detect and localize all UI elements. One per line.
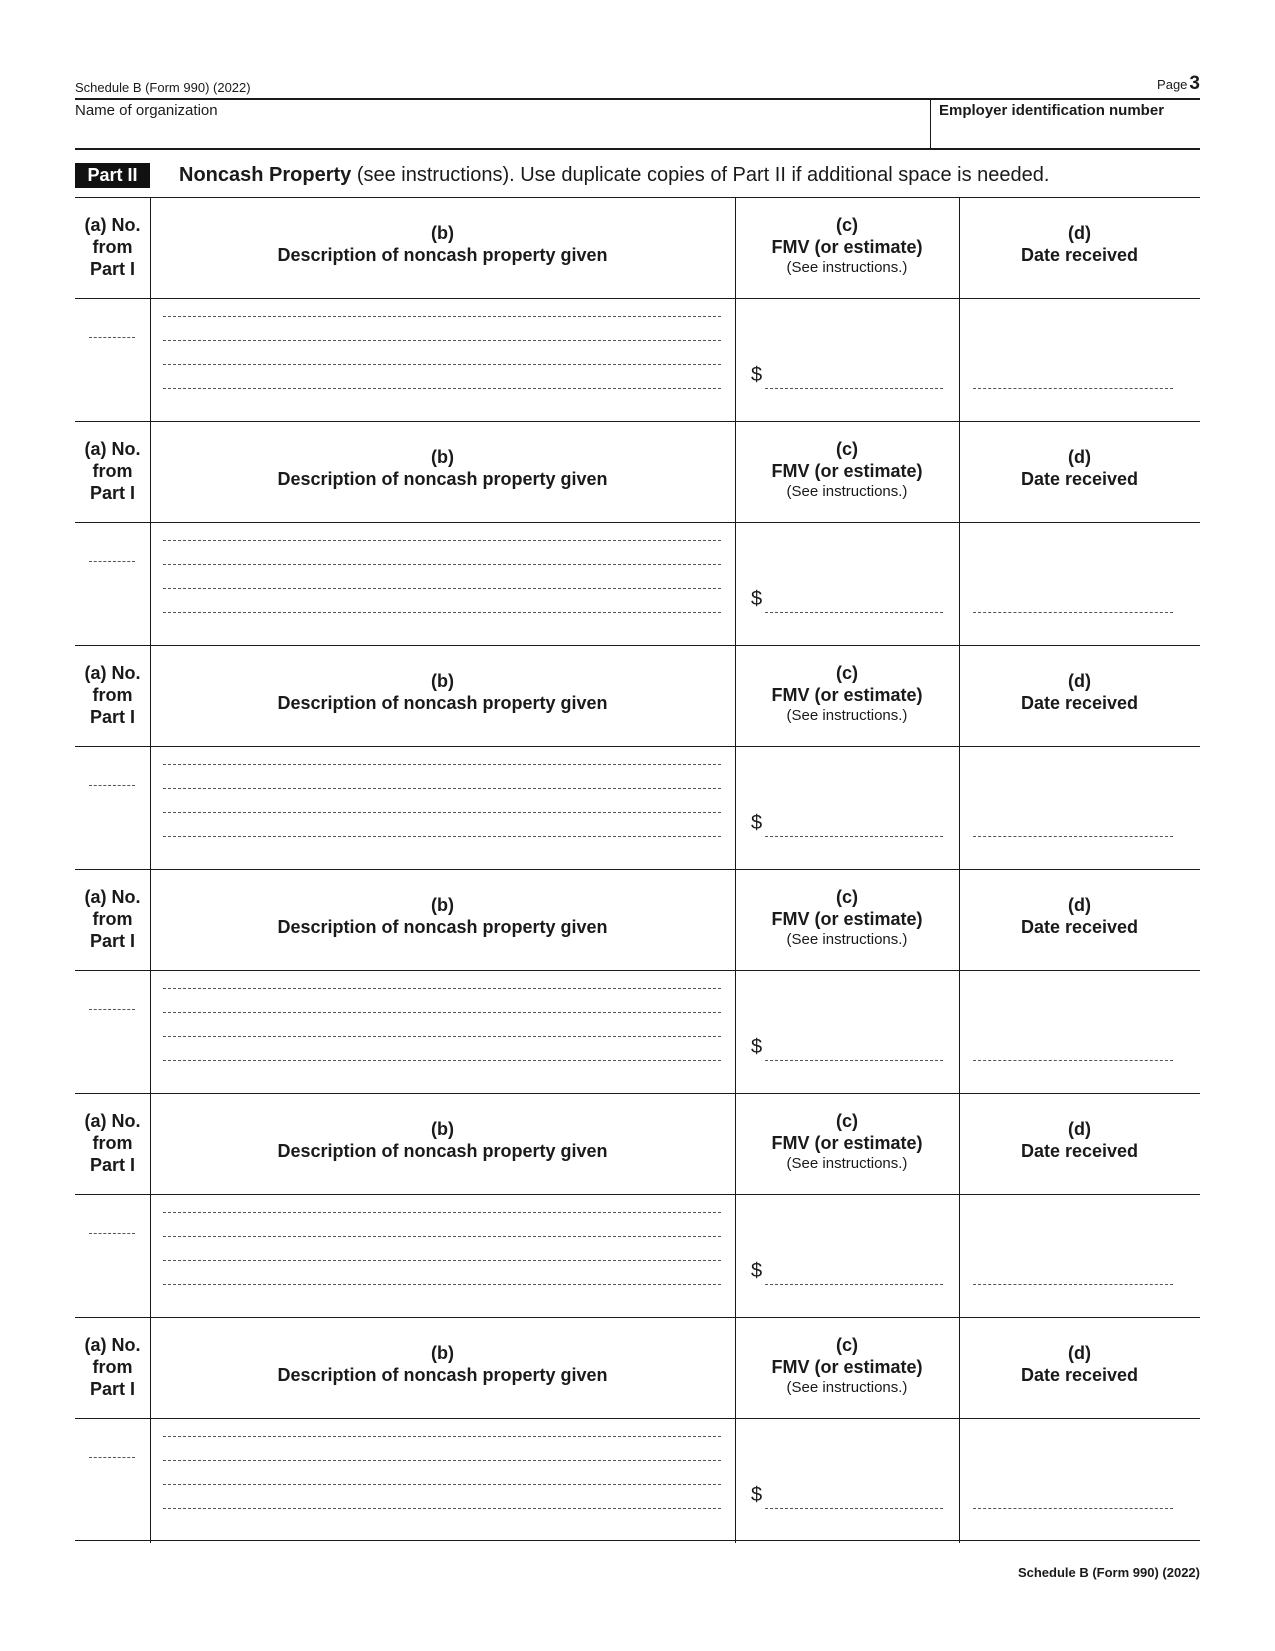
part-i-number-field[interactable] [89,785,135,786]
description-line-2[interactable] [163,788,721,789]
noncash-entry [75,1317,1200,1543]
page-label: Page [1157,77,1188,92]
column-a-header-line: from [92,1357,133,1377]
column-c-header-line: (c) [836,439,858,459]
organization-rule [75,148,1200,150]
column-d-header [959,1118,1200,1162]
column-b-header [150,670,735,714]
noncash-entry [75,1093,1200,1319]
column-b-header-line: Description of noncash property given [277,693,608,713]
column-divider [959,422,960,647]
date-received-field[interactable] [973,388,1173,389]
page-indicator [1157,73,1200,95]
column-a-header-line: Part I [89,931,136,951]
column-header-row [75,646,1200,747]
date-received-field[interactable] [973,836,1173,837]
column-header-row [75,422,1200,523]
column-divider [959,198,960,423]
part-title-rest: (see instructions). Use duplicate copies of Part II if additional space is needed. [351,164,1050,186]
part-badge: Part II [75,163,150,188]
part-i-number-field[interactable] [89,1457,135,1458]
column-b-header-line: (b) [431,671,454,691]
column-header-row [75,1318,1200,1419]
column-divider [150,646,151,871]
column-divider [735,870,736,1095]
column-c-header-line: (c) [836,1335,858,1355]
column-b-header-line: (b) [431,1119,454,1139]
description-line-3[interactable] [163,812,721,813]
fmv-dollar-sign: $ [751,1484,763,1506]
column-d-header [959,1342,1200,1386]
column-a-header-line: from [92,909,133,929]
column-divider [959,646,960,871]
description-line-1[interactable] [163,764,721,765]
column-d-header [959,670,1200,714]
column-divider [150,870,151,1095]
column-divider [150,1094,151,1319]
date-received-field[interactable] [973,1284,1173,1285]
column-a-header [75,214,150,280]
column-divider [735,422,736,647]
description-line-2[interactable] [163,1236,721,1237]
footer-form-identifier: Schedule B (Form 990) (2022) [1017,1565,1200,1580]
column-c-header-line: FMV (or estimate) [771,909,923,929]
column-a-header-line: from [92,237,133,257]
column-c-header-line: FMV (or estimate) [771,237,923,257]
column-d-header-line: (d) [1068,895,1091,915]
column-c-header-line: (c) [836,887,858,907]
column-b-header-line: Description of noncash property given [277,469,608,489]
column-divider [735,1318,736,1543]
column-d-header-line: Date received [1020,469,1139,489]
column-a-header-line: (a) No. [84,215,141,235]
noncash-entry [75,645,1200,871]
column-c-header [735,1334,959,1398]
date-received-field[interactable] [973,1060,1173,1061]
description-line-3[interactable] [163,1036,721,1037]
date-received-field[interactable] [973,1508,1173,1509]
column-divider [150,198,151,423]
column-a-header-line: Part I [89,1379,136,1399]
column-a-header-line: (a) No. [84,1335,141,1355]
column-b-header-line: (b) [431,1343,454,1363]
part-i-number-field[interactable] [89,561,135,562]
column-d-header-line: Date received [1020,245,1139,265]
column-a-header [75,438,150,504]
noncash-entry [75,197,1200,423]
column-c-header [735,662,959,726]
fmv-dollar-sign: $ [751,588,763,610]
column-d-header-line: Date received [1020,1141,1139,1161]
column-c-header-line: (c) [836,215,858,235]
column-c-note: (See instructions.) [786,1155,908,1172]
column-c-header [735,886,959,950]
column-c-header [735,1110,959,1174]
description-line-2[interactable] [163,1012,721,1013]
column-c-header-line: (c) [836,1111,858,1131]
column-b-header [150,222,735,266]
description-line-3[interactable] [163,1484,721,1485]
column-a-header-line: from [92,461,133,481]
organization-row [75,100,1200,148]
part-i-number-field[interactable] [89,1009,135,1010]
column-a-header-line: (a) No. [84,439,141,459]
noncash-entry [75,869,1200,1095]
column-c-note: (See instructions.) [786,707,908,724]
column-d-header-line: (d) [1068,1119,1091,1139]
column-c-header-line: FMV (or estimate) [771,1357,923,1377]
column-d-header [959,222,1200,266]
fmv-dollar-sign: $ [751,1036,763,1058]
column-divider [959,1094,960,1319]
column-b-header-line: Description of noncash property given [277,1365,608,1385]
part-heading [75,160,1200,190]
fmv-dollar-sign: $ [751,1260,763,1282]
description-line-1[interactable] [163,1212,721,1213]
part-title-bold: Noncash Property [179,164,352,186]
column-a-header [75,1334,150,1400]
column-b-header-line: (b) [431,223,454,243]
page-number: 3 [1189,73,1200,94]
description-line-2[interactable] [163,564,721,565]
description-line-3[interactable] [163,588,721,589]
column-b-header [150,1342,735,1386]
column-d-header-line: (d) [1068,447,1091,467]
column-c-header-line: FMV (or estimate) [771,685,923,705]
column-c-note: (See instructions.) [786,931,908,948]
description-line-1[interactable] [163,540,721,541]
column-header-row [75,870,1200,971]
description-line-4[interactable] [163,388,721,389]
description-line-4[interactable] [163,1060,721,1061]
description-line-4[interactable] [163,1284,721,1285]
fmv-amount-field[interactable] [765,1508,943,1509]
column-header-row [75,1094,1200,1195]
description-line-1[interactable] [163,316,721,317]
column-b-header-line: (b) [431,895,454,915]
fmv-amount-field[interactable] [765,836,943,837]
part-i-number-field[interactable] [89,337,135,338]
column-divider [735,646,736,871]
ein-label: Employer identification number [939,102,1165,119]
column-c-header [735,438,959,502]
column-b-header [150,446,735,490]
column-divider [959,1318,960,1543]
column-a-header-line: from [92,1133,133,1153]
column-a-header-line: Part I [89,259,136,279]
column-c-note: (See instructions.) [786,259,908,276]
part-i-number-field[interactable] [89,1233,135,1234]
column-a-header-line: (a) No. [84,1111,141,1131]
column-a-header-line: from [92,685,133,705]
fmv-dollar-sign: $ [751,364,763,386]
column-a-header-line: (a) No. [84,887,141,907]
description-line-4[interactable] [163,1508,721,1509]
table-bottom-rule [75,1540,1200,1541]
column-d-header [959,894,1200,938]
column-b-header [150,894,735,938]
ein-field[interactable] [930,100,1201,148]
fmv-amount-field[interactable] [765,612,943,613]
column-divider [150,422,151,647]
column-divider [959,870,960,1095]
column-divider [735,198,736,423]
column-d-header-line: (d) [1068,223,1091,243]
noncash-entry [75,421,1200,647]
column-a-header-line: (a) No. [84,663,141,683]
fmv-amount-field[interactable] [765,388,943,389]
column-d-header [959,446,1200,490]
organization-name-label: Name of organization [75,102,218,119]
column-d-header-line: Date received [1020,917,1139,937]
column-c-note: (See instructions.) [786,483,908,500]
column-c-note: (See instructions.) [786,1379,908,1396]
column-b-header-line: (b) [431,447,454,467]
column-c-header-line: FMV (or estimate) [771,1133,923,1153]
column-b-header-line: Description of noncash property given [277,1141,608,1161]
description-line-1[interactable] [163,988,721,989]
column-a-header [75,1110,150,1176]
column-a-header [75,886,150,952]
description-line-2[interactable] [163,340,721,341]
column-a-header-line: Part I [89,707,136,727]
column-a-header [75,662,150,728]
column-b-header [150,1118,735,1162]
column-d-header-line: Date received [1020,693,1139,713]
form-header [75,73,1200,98]
column-header-row [75,198,1200,299]
description-line-3[interactable] [163,364,721,365]
column-d-header-line: (d) [1068,1343,1091,1363]
fmv-amount-field[interactable] [765,1060,943,1061]
form-identifier: Schedule B (Form 990) (2022) [75,80,251,95]
description-line-3[interactable] [163,1260,721,1261]
description-line-4[interactable] [163,836,721,837]
column-divider [150,1318,151,1543]
column-b-header-line: Description of noncash property given [277,917,608,937]
column-c-header-line: FMV (or estimate) [771,461,923,481]
description-line-2[interactable] [163,1460,721,1461]
column-a-header-line: Part I [89,483,136,503]
description-line-4[interactable] [163,612,721,613]
date-received-field[interactable] [973,612,1173,613]
column-c-header-line: (c) [836,663,858,683]
column-d-header-line: Date received [1020,1365,1139,1385]
column-d-header-line: (d) [1068,671,1091,691]
fmv-dollar-sign: $ [751,812,763,834]
column-c-header [735,214,959,278]
column-divider [735,1094,736,1319]
fmv-amount-field[interactable] [765,1284,943,1285]
column-b-header-line: Description of noncash property given [277,245,608,265]
part-title [179,164,1049,187]
description-line-1[interactable] [163,1436,721,1437]
column-a-header-line: Part I [89,1155,136,1175]
